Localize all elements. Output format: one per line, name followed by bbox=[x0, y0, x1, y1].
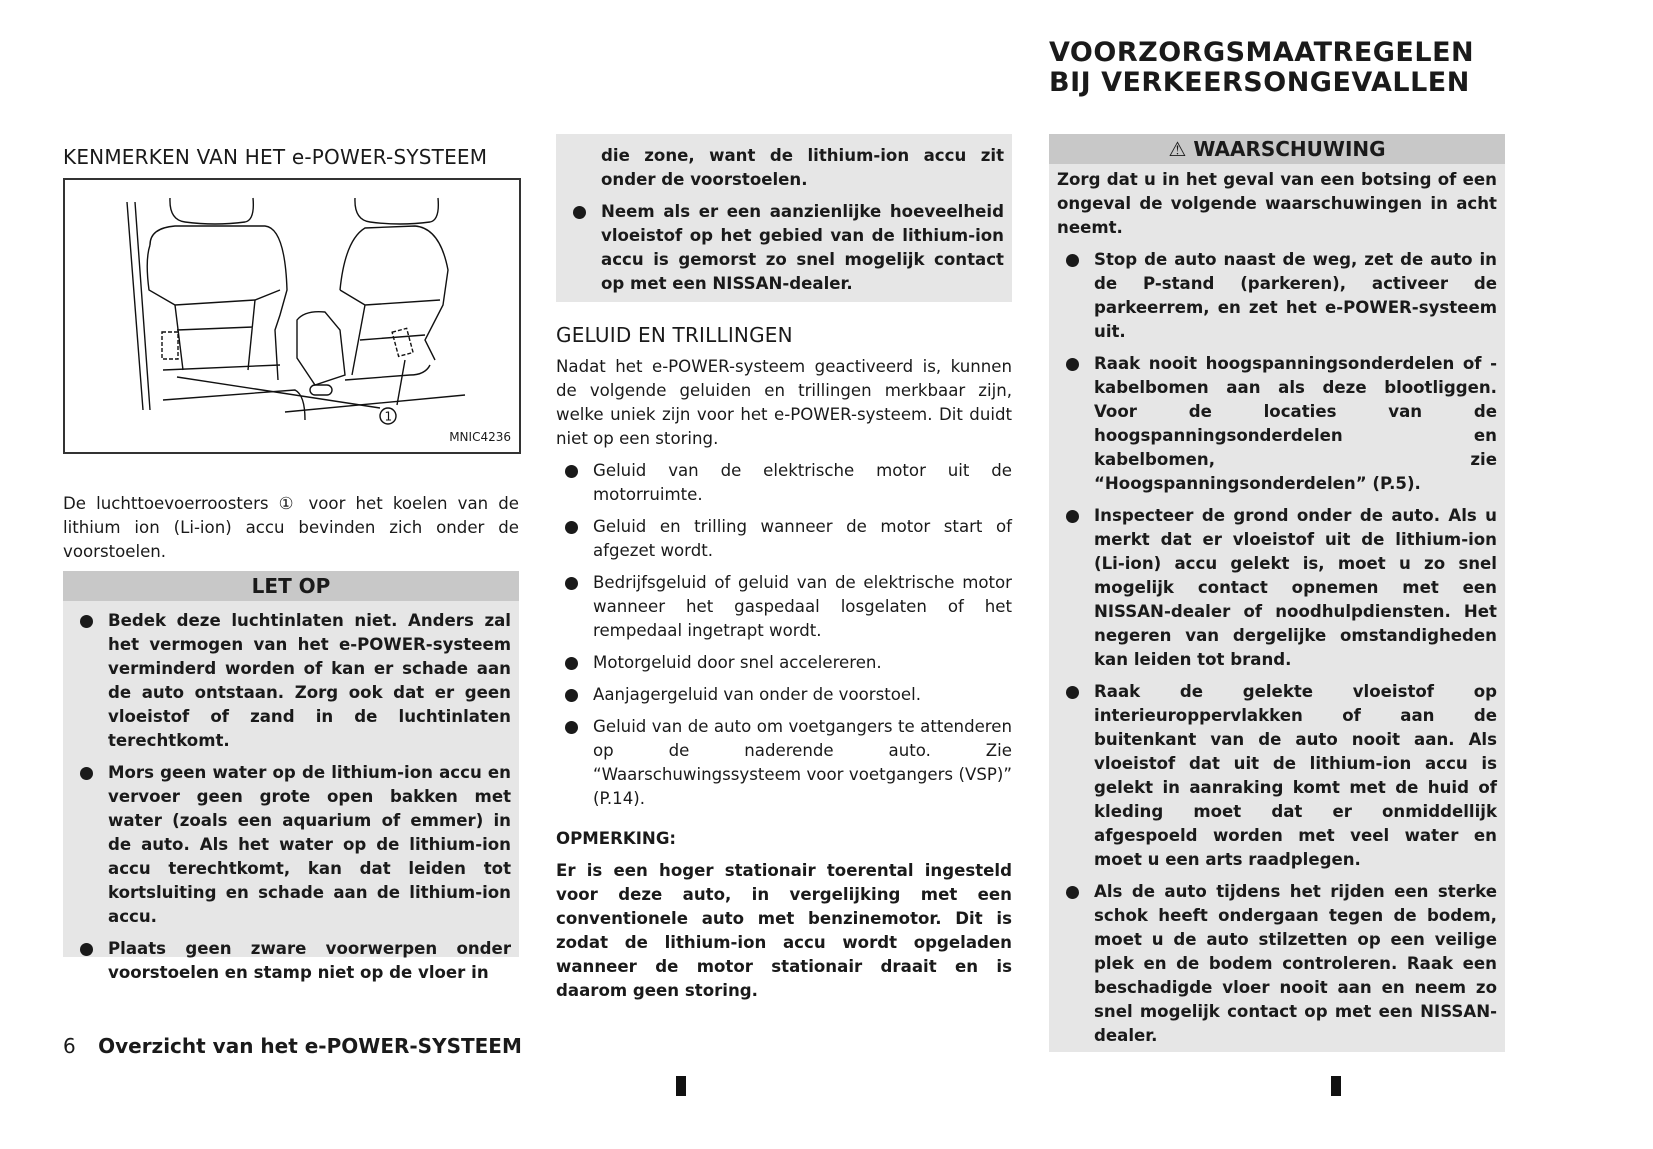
crop-mark bbox=[676, 1076, 686, 1096]
list-item: Stop de auto naast de weg, zet de auto in de P-stand (parkeren), activeer de parkeerrem, en zet het e-POWER-systeem uit. bbox=[1057, 248, 1497, 344]
caution-list bbox=[564, 200, 1004, 296]
sound-intro: Nadat het e-POWER-systeem geactiveerd is, kunnen de volgende geluiden en trillingen merkbaar zijn, welke uniek zijn voor het e-POWER-systeem. Dit duidt niet op een storing. bbox=[556, 357, 1012, 448]
note-text: Er is een hoger stationair toerental ingesteld voor deze auto, in vergelijking met een conventionele auto met benzinemotor. Dit is zodat de lithium-ion accu wordt opgeladen wanneer de motor stationair draait en is daarom geen storing. bbox=[556, 861, 1012, 1000]
list-item: Bedrijfsgeluid of geluid van de elektrische motor wanneer het gaspedaal losgelaten of het rempedaal ingetrapt wordt. bbox=[556, 571, 1012, 643]
crop-mark bbox=[1331, 1076, 1341, 1096]
intro-paragraph: De luchttoevoerroosters ① voor het koelen van de lithium ion (Li-ion) accu bevinden zich onder de voorstoelen. bbox=[63, 494, 519, 561]
list-item: Bedek deze luchtinlaten niet. Anders zal het vermogen van het e-POWER-systeem verminderd worden of kan er schade aan de auto ontstaan. Zorg ook dat er geen vloeistof of zand in de luchtinlaten terechtkomt. bbox=[71, 609, 511, 753]
page-footer bbox=[63, 1034, 522, 1058]
section-heading-sound: GELUID EN TRILLINGEN bbox=[556, 323, 793, 347]
warning-list bbox=[1057, 248, 1497, 1048]
caution-list bbox=[63, 609, 519, 985]
middle-body bbox=[556, 323, 1012, 1003]
left-body bbox=[63, 492, 519, 564]
list-item: Neem als er een aanzienlijke hoeveelheid vloeistof op het gebied van de lithium-ion accu is gemorst zo snel mogelijk contact op met een NISSAN-dealer. bbox=[564, 200, 1004, 296]
callout-1: 1 bbox=[384, 409, 393, 424]
list-item: Als de auto tijdens het rijden een sterke schok heeft ondergaan tegen de bodem, moet u de auto stilzetten op een veilige plek en de bodem controleren. Raak een beschadigde vloer nooit aan en neem zo snel mogelijk contact op met een NISSAN-dealer. bbox=[1057, 880, 1497, 1048]
warning-header bbox=[1049, 134, 1505, 164]
page-title: VOORZORGSMAATREGELEN BIJ VERKEERSONGEVALLEN bbox=[1049, 37, 1475, 98]
list-item: Motorgeluid door snel accelereren. bbox=[556, 651, 1012, 675]
footer-section-title: Overzicht van het e-POWER-SYSTEEM bbox=[98, 1034, 522, 1058]
page-number: 6 bbox=[63, 1034, 76, 1058]
warning-triangle-icon: ⚠ bbox=[1168, 137, 1187, 161]
caution-continued-text: die zone, want de lithium-ion accu zit onder de voorstoelen. bbox=[601, 146, 1004, 189]
list-item: Aanjagergeluid van onder de voorstoel. bbox=[556, 683, 1012, 707]
sound-list bbox=[556, 459, 1012, 811]
caution-box bbox=[63, 571, 519, 982]
list-item: Inspecteer de grond onder de auto. Als u merkt dat er vloeistof uit de lithium-ion (Li-ion) accu gelekt is, moet u zo snel mogelijk contact opnemen met een NISSAN-dealer of noodhulpdiensten. Het negeren van dergelijke omstandigheden kan leiden tot brand. bbox=[1057, 504, 1497, 672]
caution-box-continued bbox=[556, 134, 1012, 302]
warning-title: WAARSCHUWING bbox=[1193, 137, 1386, 161]
warning-intro: Zorg dat u in het geval van een botsing of een ongeval de volgende waarschuwingen in acht neemt. bbox=[1057, 170, 1497, 237]
list-item: Raak nooit hoogspanningsonderdelen of -kabelbomen aan als deze blootliggen. Voor de locaties van de hoogspanningsonderdelen en kabelbomen, zie “Hoogspanningsonderdelen” (P.5). bbox=[1057, 352, 1497, 496]
left-column bbox=[63, 145, 519, 169]
air-vent-diagram bbox=[65, 180, 519, 452]
seat-illustration bbox=[63, 178, 521, 454]
note-label: OPMERKING: bbox=[556, 829, 677, 848]
list-item: Geluid van de elektrische motor uit de motorruimte. bbox=[556, 459, 1012, 507]
list-item: Mors geen water op de lithium-ion accu en vervoer geen grote open bakken met water (zoals een aquarium of emmer) in de auto. Als het water op de lithium-ion accu terechtkomt, kan dat leiden tot kortsluiting en schade aan de lithium-ion accu. bbox=[71, 761, 511, 929]
list-item: Geluid van de auto om voetgangers te attenderen op de naderende auto. Zie “Waarschuwingssysteem voor voetgangers (VSP)” (P.14). bbox=[556, 715, 1012, 811]
list-item: Raak de gelekte vloeistof op interieuroppervlakken of aan de buitenkant van de auto nooit aan. Als vloeistof dat uit de lithium-ion accu is gelekt in aanraking komt met de huid of kleding moet dat er onmiddellijk afgespoeld worden met veel water en moet u een arts raadplegen. bbox=[1057, 680, 1497, 872]
warning-box bbox=[1049, 134, 1505, 1052]
list-item: Plaats geen zware voorwerpen onder voorstoelen en stamp niet op de vloer in bbox=[71, 937, 511, 985]
figure-code: MNIC4236 bbox=[449, 430, 511, 444]
caution-title: LET OP bbox=[63, 571, 519, 601]
list-item: Geluid en trilling wanneer de motor start of afgezet wordt. bbox=[556, 515, 1012, 563]
section-heading-epower: KENMERKEN VAN HET e-POWER-SYSTEEM bbox=[63, 145, 488, 169]
